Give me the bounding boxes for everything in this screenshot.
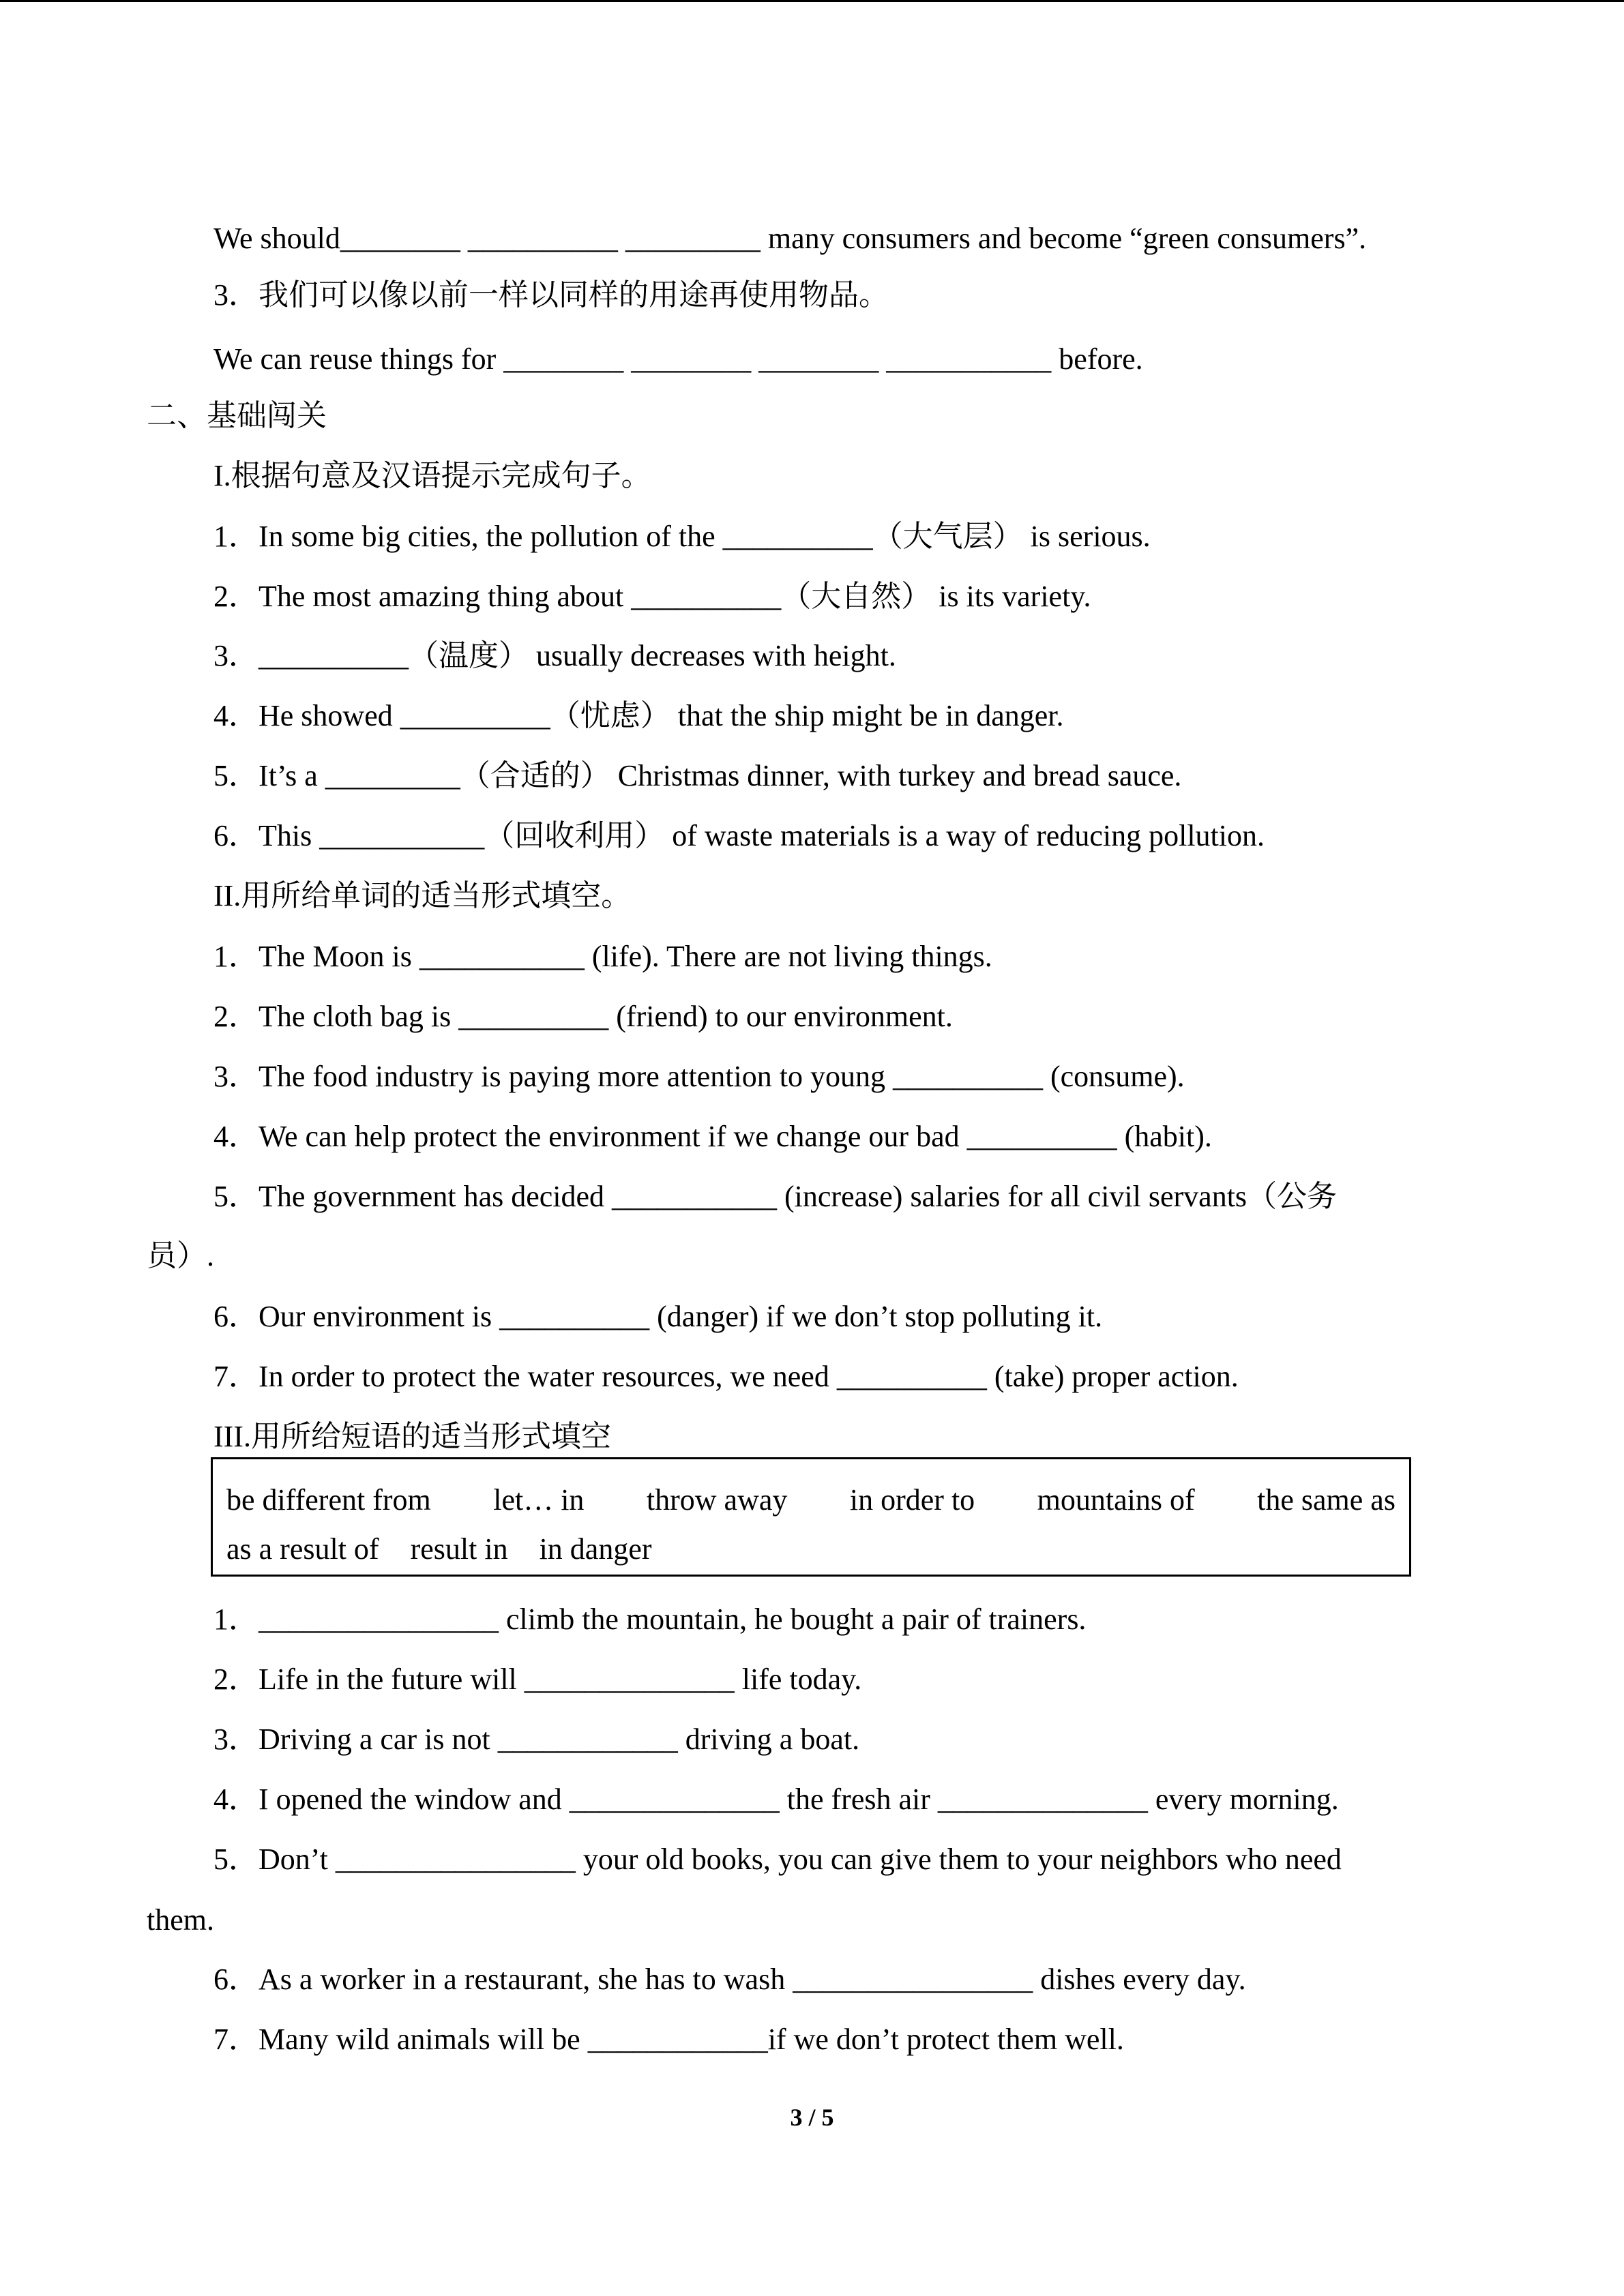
phrase-row-2	[226, 1529, 1396, 1570]
phrase: throw away	[646, 1483, 788, 1517]
intro-item-3-chinese: 3．我们可以像以前一样以同样的用途再使用物品。	[213, 278, 889, 312]
part-iii-title: III.用所给短语的适当形式填空	[213, 1420, 611, 1453]
part-ii-item-7: 7．In order to protect the water resources, we need __________ (take) proper action.	[213, 1360, 1239, 1393]
part-ii-item-6: 6．Our environment is __________ (danger) if we don’t stop polluting it.	[213, 1300, 1103, 1333]
part-i-item-4: 4．He showed __________（忧虑） that the ship might be in danger.	[213, 699, 1064, 732]
part-i-title: I.根据句意及汉语提示完成句子。	[213, 459, 651, 492]
part-ii-item-2: 2．The cloth bag is __________ (friend) to our environment.	[213, 1000, 953, 1033]
part-iii-item-1: 1．________________ climb the mountain, he bought a pair of trainers.	[213, 1602, 1087, 1636]
phrase: as a result of	[226, 1532, 379, 1566]
phrase: the same as	[1257, 1483, 1396, 1517]
intro-sentence-2: We should________ __________ _________ many consumers and become “green consumers”.	[213, 222, 1367, 255]
part-i-item-3: 3．__________（温度） usually decreases with height.	[213, 639, 896, 672]
phrase: in danger	[539, 1532, 652, 1566]
phrase: be different from	[226, 1483, 431, 1517]
phrase: let… in	[493, 1483, 585, 1517]
part-i-item-5: 5．It’s a _________（合适的） Christmas dinner, with turkey and bread sauce.	[213, 759, 1182, 792]
part-iii-item-2: 2．Life in the future will ______________ life today.	[213, 1663, 862, 1696]
part-i-item-6: 6．This ___________（回收利用） of waste materials is a way of reducing pollution.	[213, 819, 1265, 852]
phrase-row-1	[226, 1480, 1396, 1521]
part-iii-item-5: 5．Don’t ________________ your old books, you can give them to your neighbors who need	[213, 1843, 1342, 1876]
part-ii-item-5-cont: 员）.	[147, 1239, 214, 1272]
part-ii-title: II.用所给单词的适当形式填空。	[213, 879, 632, 912]
part-i-item-2: 2．The most amazing thing about __________（大自然） is its variety.	[213, 580, 1091, 613]
part-ii-item-5: 5．The government has decided ___________ (increase) salaries for all civil servants（公务	[213, 1180, 1338, 1213]
part-iii-item-6: 6．As a worker in a restaurant, she has to wash ________________ dishes every day.	[213, 1963, 1246, 1996]
phrase: result in	[410, 1532, 508, 1566]
part-ii-item-1: 1．The Moon is ___________ (life). There are not living things.	[213, 940, 992, 973]
phrase: mountains of	[1037, 1483, 1195, 1517]
phrase-box	[211, 1457, 1411, 1577]
phrase: in order to	[849, 1483, 975, 1517]
page-number: 3 / 5	[790, 2104, 834, 2131]
part-ii-item-4: 4．We can help protect the environment if we change our bad __________ (habit).	[213, 1120, 1212, 1153]
section-title: 二、基础闯关	[147, 399, 327, 432]
part-iii-item-7: 7．Many wild animals will be ____________if we don’t protect them well.	[213, 2023, 1124, 2056]
intro-sentence-3: We can reuse things for ________ ________ ________ ___________ before.	[213, 342, 1143, 376]
part-iii-item-4: 4．I opened the window and ______________ the fresh air ______________ every morning.	[213, 1783, 1339, 1816]
part-i-item-1: 1．In some big cities, the pollution of the __________（大气层） is serious.	[213, 520, 1151, 553]
part-iii-item-5-cont: them.	[147, 1903, 214, 1937]
part-ii-item-3: 3．The food industry is paying more attention to young __________ (consume).	[213, 1060, 1185, 1093]
part-iii-item-3: 3．Driving a car is not ____________ driving a boat.	[213, 1723, 860, 1756]
